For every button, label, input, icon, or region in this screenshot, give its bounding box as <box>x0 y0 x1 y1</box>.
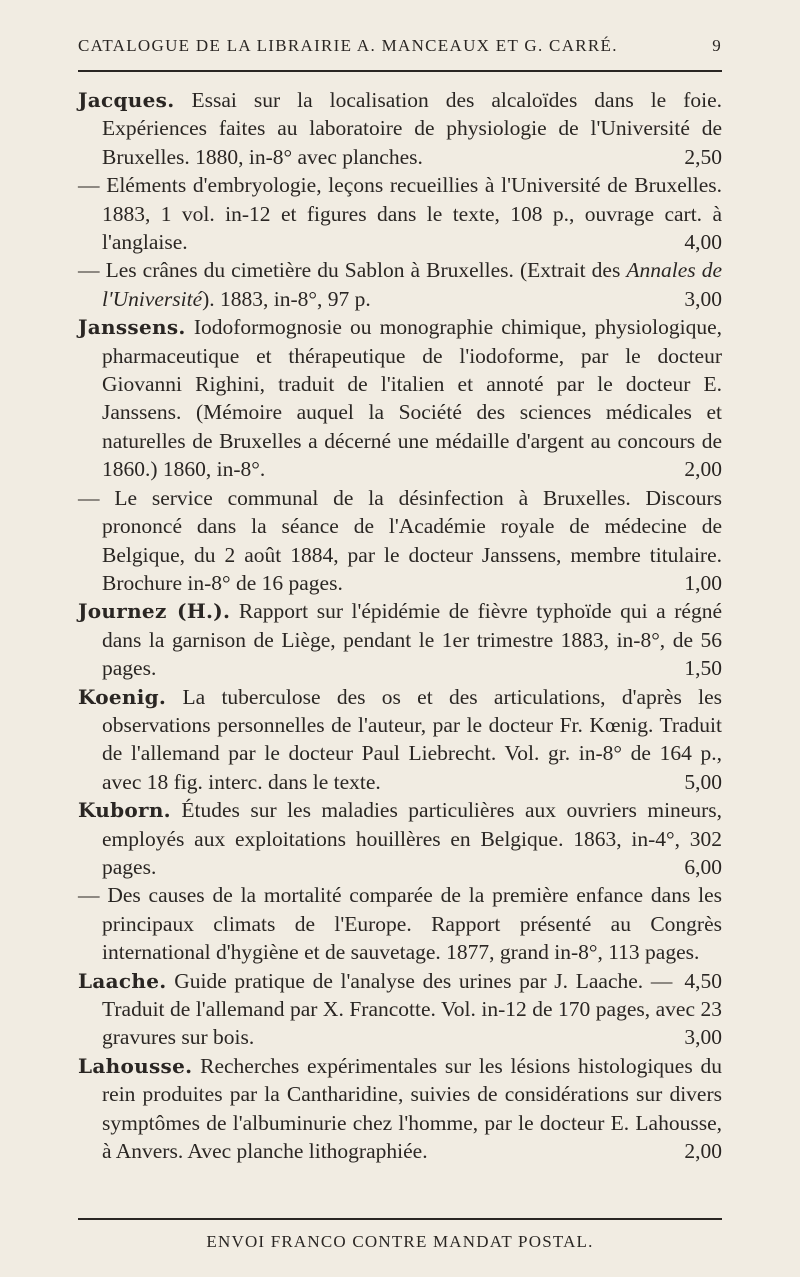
catalogue-entry <box>78 86 722 171</box>
running-header <box>78 36 722 56</box>
entry-price: 1,50 <box>684 656 722 681</box>
entry-price: 4,50 <box>684 968 722 993</box>
entry-text: Le service communal de la désinfection à Bruxelles. Discours prononcé dans la séance de l'Académie royale de médecine de Belgique, du 2 août 1884, par le docteur Janssens, membre titulaire. Brochure in-8° de 16 pages. <box>102 485 722 595</box>
catalogue-entry <box>78 967 722 1052</box>
entry-author: Laache. <box>78 968 167 993</box>
entry-text: Recherches expérimentales sur les lésions histologiques du rein produites par la Cantharidine, suivies de considérations sur divers symptômes de l'albuminurie chez l'homme, par le docteur E. Lahousse, à Anvers. Avec planche lithographiée. <box>102 1053 722 1164</box>
header-rule <box>78 70 722 72</box>
entry-text: Eléments d'embryologie, leçons recueillies à l'Université de Bruxelles. 1883, 1 vol. in-12 et figures dans le texte, 108 p., ouvrage cart. à l'anglaise. <box>102 173 723 255</box>
catalogue-entry <box>78 683 722 797</box>
entry-author: Jacques. <box>78 88 175 112</box>
entry-price: 6,00 <box>684 854 722 879</box>
footer-rule <box>78 1218 722 1220</box>
entry-dash: — <box>78 485 115 510</box>
entry-price: 1,00 <box>684 570 722 595</box>
catalogue-entries <box>78 86 722 1165</box>
catalogue-entry <box>78 1052 722 1166</box>
entry-text: Guide pratique de l'analyse des urines par J. Laache. — Traduit de l'allemand par X. Francotte. Vol. in-12 de 170 pages, avec 23 gravures sur bois. <box>102 968 722 1050</box>
catalogue-entry <box>78 313 722 483</box>
entry-price: 2,50 <box>684 144 722 169</box>
entry-text: La tuberculose des os et des articulations, d'après les observations personnelles de l'auteur, par le docteur Fr. Kœnig. Traduit de l'allemand par le docteur Paul Liebrecht. Vol. gr. in-8° de 164 p., avec 18 fig. interc. dans le texte. <box>102 684 722 794</box>
entry-text: Iodoformognosie ou monographie chimique, physiologique, pharmaceutique et thérapeutique de l'iodoforme, par le docteur Giovanni Righini, traduit de l'italien et annoté par le docteur E. Janssens. (Mémoire auquel la Société des sciences médicales et naturelles de Bruxelles a décerné une médaille d'argent au concours de 1860.) 1860, in-8°. <box>102 315 722 482</box>
catalogue-entry <box>78 171 722 256</box>
entry-author: Koenig. <box>78 684 167 709</box>
entry-dash: — <box>78 883 108 908</box>
entry-text: Les crânes du cimetière du Sablon à Bruxelles. (Extrait des <box>105 258 627 283</box>
catalogue-entry <box>78 484 722 598</box>
entry-price: 4,00 <box>684 230 722 255</box>
entry-text: Des causes de la mortalité comparée de la première enfance dans les principaux climats de l'Europe. Rapport présenté au Congrès international d'hygiène et de sauvetage. 1877, grand in-8°, 113 pages. <box>102 883 722 965</box>
entry-text: Études sur les maladies particulières aux ouvriers mineurs, employés aux exploitations houillères en Belgique. 1863, in-4°, 302 pages. <box>102 798 722 879</box>
entry-text: Essai sur la localisation des alcaloïdes dans le foie. Expériences faites au laboratoire de physiologie de l'Université de Bruxelles. 1880, in-8° avec planches. <box>102 88 722 169</box>
entry-dash: — <box>78 173 107 198</box>
page-number: 9 <box>712 36 722 55</box>
page-footer: ENVOI FRANCO CONTRE MANDAT POSTAL. <box>206 1232 594 1251</box>
entry-author: Journez (H.). <box>78 599 231 624</box>
entry-price: 2,00 <box>684 1139 722 1164</box>
entry-price: 5,00 <box>684 769 722 794</box>
entry-italic-title: Annales de l'Université <box>102 258 723 311</box>
entry-author: Janssens. <box>78 315 186 340</box>
catalogue-entry <box>78 597 722 682</box>
catalogue-entry <box>78 256 722 313</box>
catalogue-entry <box>78 796 722 881</box>
entry-dash: — <box>78 258 106 283</box>
entry-text-after: ). 1883, in-8°, 97 p. <box>202 286 371 311</box>
entry-price: 3,00 <box>684 1025 722 1050</box>
catalogue-title: CATALOGUE DE LA LIBRAIRIE A. MANCEAUX ET G. CARRÉ. <box>78 36 618 55</box>
entry-price: 3,00 <box>684 286 722 311</box>
entry-price: 2,00 <box>684 457 722 482</box>
entry-author: Lahousse. <box>78 1053 193 1078</box>
entry-text: Rapport sur l'épidémie de fièvre typhoïde qui a régné dans la garnison de Liège, pendant le 1er trimestre 1883, in-8°, de 56 pages. <box>102 599 722 681</box>
entry-author: Kuborn. <box>78 798 171 823</box>
